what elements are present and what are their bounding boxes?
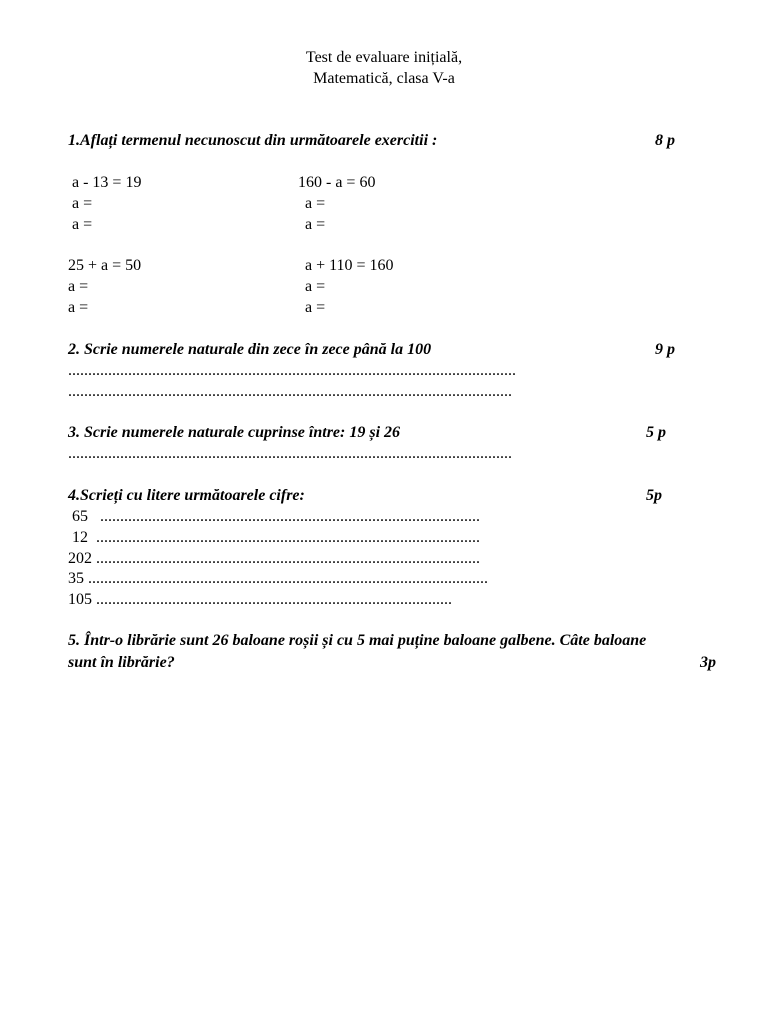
q1-eq3: 25 + a = 50 [68, 257, 142, 274]
q1-eq1-answer-2: a = [68, 216, 93, 233]
q1-eq4-answer-2: a = [305, 299, 326, 316]
q2-points: 9 p [655, 341, 675, 358]
q3-points: 5 p [646, 424, 666, 441]
q1-eq2-answer-2: a = [305, 216, 326, 233]
q1-eq3-answer-2: a = [68, 299, 89, 316]
q1-eq2-answer-1: a = [305, 195, 326, 212]
q4-row-35: 35 .................................................................................................... [68, 570, 488, 587]
q4-row-12: 12 ................................................................................................ [68, 529, 480, 546]
q5-line-1: 5. Într-o librărie sunt 26 baloane roșii și cu 5 mai puține baloane galbene. Câte baloane [68, 632, 647, 649]
q5-points: 3p [700, 654, 716, 671]
q1-eq1: a - 13 = 19 [68, 174, 142, 191]
q1-eq2: 160 - a = 60 [298, 174, 376, 191]
q3-heading: 3. Scrie numerele naturale cuprinse între: 19 și 26 [68, 424, 401, 441]
title-line-1: Test de evaluare inițială, [305, 49, 463, 66]
title-line-2: Matematică, clasa V-a [313, 70, 455, 87]
q2-answer-line-2: ............................................................................................................... [68, 383, 512, 400]
q4-points: 5p [646, 487, 662, 504]
q4-row-105: 105 ......................................................................................... [68, 591, 452, 608]
q1-eq1-answer-1: a = [68, 195, 93, 212]
q5-line-2: sunt în librărie? [68, 654, 175, 671]
q4-heading: 4.Scrieți cu litere următoarele cifre: [68, 487, 305, 504]
q3-answer-line: ............................................................................................................... [68, 445, 512, 462]
q4-row-65: 65 ............................................................................................... [68, 508, 480, 525]
q4-row-202: 202 ................................................................................................ [68, 550, 480, 567]
q2-answer-line-1: ................................................................................................................ [68, 362, 516, 379]
q2-heading: 2. Scrie numerele naturale din zece în zece până la 100 [68, 341, 432, 358]
q1-eq3-answer-1: a = [68, 278, 89, 295]
q1-points: 8 p [655, 132, 675, 149]
q1-eq4-answer-1: a = [305, 278, 326, 295]
q1-eq4: a + 110 = 160 [305, 257, 394, 274]
q1-heading: 1.Aflați termenul necunoscut din următoarele exercitii : [68, 132, 438, 149]
